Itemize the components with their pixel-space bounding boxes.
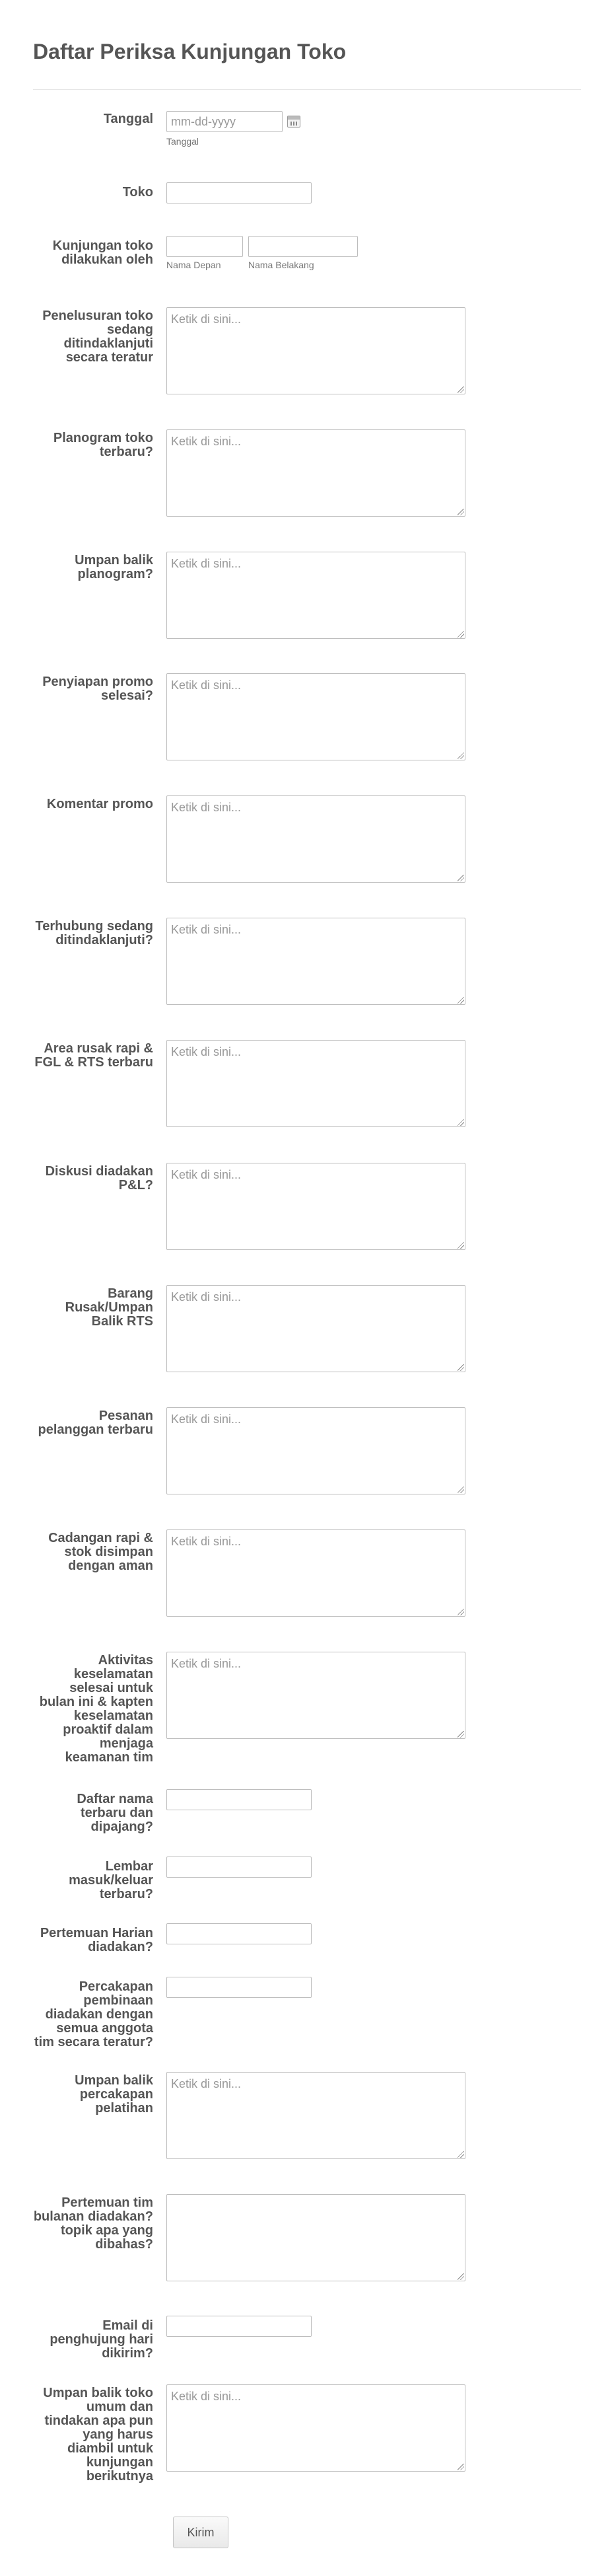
question-label: Umpan balik percakapan pelatihan: [75, 2073, 153, 2116]
last-name-sublabel: Nama Belakang: [248, 260, 314, 270]
calendar-icon[interactable]: [287, 116, 300, 128]
resize-grip[interactable]: [458, 2464, 464, 2470]
question-textarea[interactable]: Ketik di sini...: [166, 2384, 465, 2472]
question-input[interactable]: [166, 1857, 312, 1878]
last-name-input[interactable]: [248, 236, 358, 257]
form-title: Daftar Periksa Kunjungan Toko: [33, 40, 347, 63]
resize-grip[interactable]: [458, 875, 464, 881]
resize-grip[interactable]: [458, 1731, 464, 1738]
question-label: Umpan balik toko umum dan tindakan apa pun yang harus diambil untuk kunjungan berikutnya: [43, 2386, 153, 2484]
resize-grip[interactable]: [458, 1609, 464, 1615]
question-textarea[interactable]: Ketik di sini...: [166, 429, 465, 517]
date-sublabel: Tanggal: [166, 136, 199, 147]
first-name-input[interactable]: [166, 236, 243, 257]
resize-grip[interactable]: [458, 2151, 464, 2158]
visited-by-label: Kunjungan toko dilakukan oleh: [52, 239, 153, 267]
question-label: Komentar promo: [46, 797, 153, 811]
question-label: Aktivitas keselamatan selesai untuk bulan ini & kapten keselamatan proaktif dalam menjaga keamanan tim: [39, 1653, 153, 1765]
question-textarea[interactable]: Ketik di sini...: [166, 307, 465, 394]
first-name-sublabel: Nama Depan: [166, 260, 221, 270]
question-textarea[interactable]: Ketik di sini...: [166, 1163, 465, 1250]
question-textarea[interactable]: Ketik di sini...: [166, 1040, 465, 1127]
question-label: Percakapan pembinaan diadakan dengan semua anggota tim secara teratur?: [34, 1979, 153, 2049]
question-label: Pertemuan tim bulanan diadakan? topik apa yang dibahas?: [33, 2195, 153, 2252]
question-label: Umpan balik planogram?: [75, 553, 153, 581]
question-label: Penelusuran toko sedang ditindaklanjuti secara teratur: [42, 309, 153, 365]
resize-grip[interactable]: [458, 1242, 464, 1249]
question-textarea[interactable]: Ketik di sini...: [166, 1407, 465, 1494]
question-label: Planogram toko terbaru?: [53, 431, 153, 459]
question-input[interactable]: [166, 1923, 312, 1944]
question-textarea[interactable]: Ketik di sini...: [166, 1529, 465, 1617]
question-input[interactable]: [166, 2316, 312, 2337]
question-label: Email di penghujung hari dikirim?: [50, 2318, 153, 2361]
resize-grip[interactable]: [458, 509, 464, 515]
submit-button[interactable]: Kirim: [173, 2517, 228, 2548]
store-label: Toko: [122, 185, 153, 200]
resize-grip[interactable]: [458, 1119, 464, 1126]
resize-grip[interactable]: [458, 386, 464, 393]
question-textarea[interactable]: Ketik di sini...: [166, 795, 465, 883]
resize-grip[interactable]: [458, 2273, 464, 2280]
question-textarea[interactable]: Ketik di sini...: [166, 673, 465, 760]
date-label: Tanggal: [103, 112, 153, 126]
question-label: Cadangan rapi & stok disimpan dengan aman: [48, 1531, 153, 1573]
question-input[interactable]: [166, 1789, 312, 1810]
question-input[interactable]: [166, 1977, 312, 1998]
question-label: Area rusak rapi & FGL & RTS terbaru: [34, 1041, 153, 1070]
resize-grip[interactable]: [458, 997, 464, 1004]
question-label: Pesanan pelanggan terbaru: [38, 1409, 153, 1437]
resize-grip[interactable]: [458, 631, 464, 638]
question-textarea[interactable]: Ketik di sini...: [166, 552, 465, 639]
question-label: Lembar masuk/keluar terbaru?: [69, 1859, 153, 1901]
question-label: Daftar nama terbaru dan dipajang?: [77, 1792, 153, 1834]
question-textarea[interactable]: Ketik di sini...: [166, 1652, 465, 1739]
form-header: [33, 33, 581, 90]
question-label: Pertemuan Harian diadakan?: [40, 1926, 153, 1954]
question-textarea[interactable]: Ketik di sini...: [166, 918, 465, 1005]
question-label: Diskusi diadakan P&L?: [45, 1164, 153, 1193]
question-textarea[interactable]: Ketik di sini...: [166, 2072, 465, 2159]
question-label: Terhubung sedang ditindaklanjuti?: [35, 919, 153, 947]
date-input[interactable]: mm-dd-yyyy: [166, 111, 283, 132]
resize-grip[interactable]: [458, 1487, 464, 1493]
question-label: Penyiapan promo selesai?: [42, 675, 153, 703]
resize-grip[interactable]: [458, 1364, 464, 1371]
resize-grip[interactable]: [458, 753, 464, 759]
question-textarea[interactable]: Ketik di sini...: [166, 1285, 465, 1372]
question-textarea[interactable]: [166, 2194, 465, 2281]
question-label: Barang Rusak/Umpan Balik RTS: [65, 1286, 153, 1329]
store-input[interactable]: [166, 182, 312, 203]
